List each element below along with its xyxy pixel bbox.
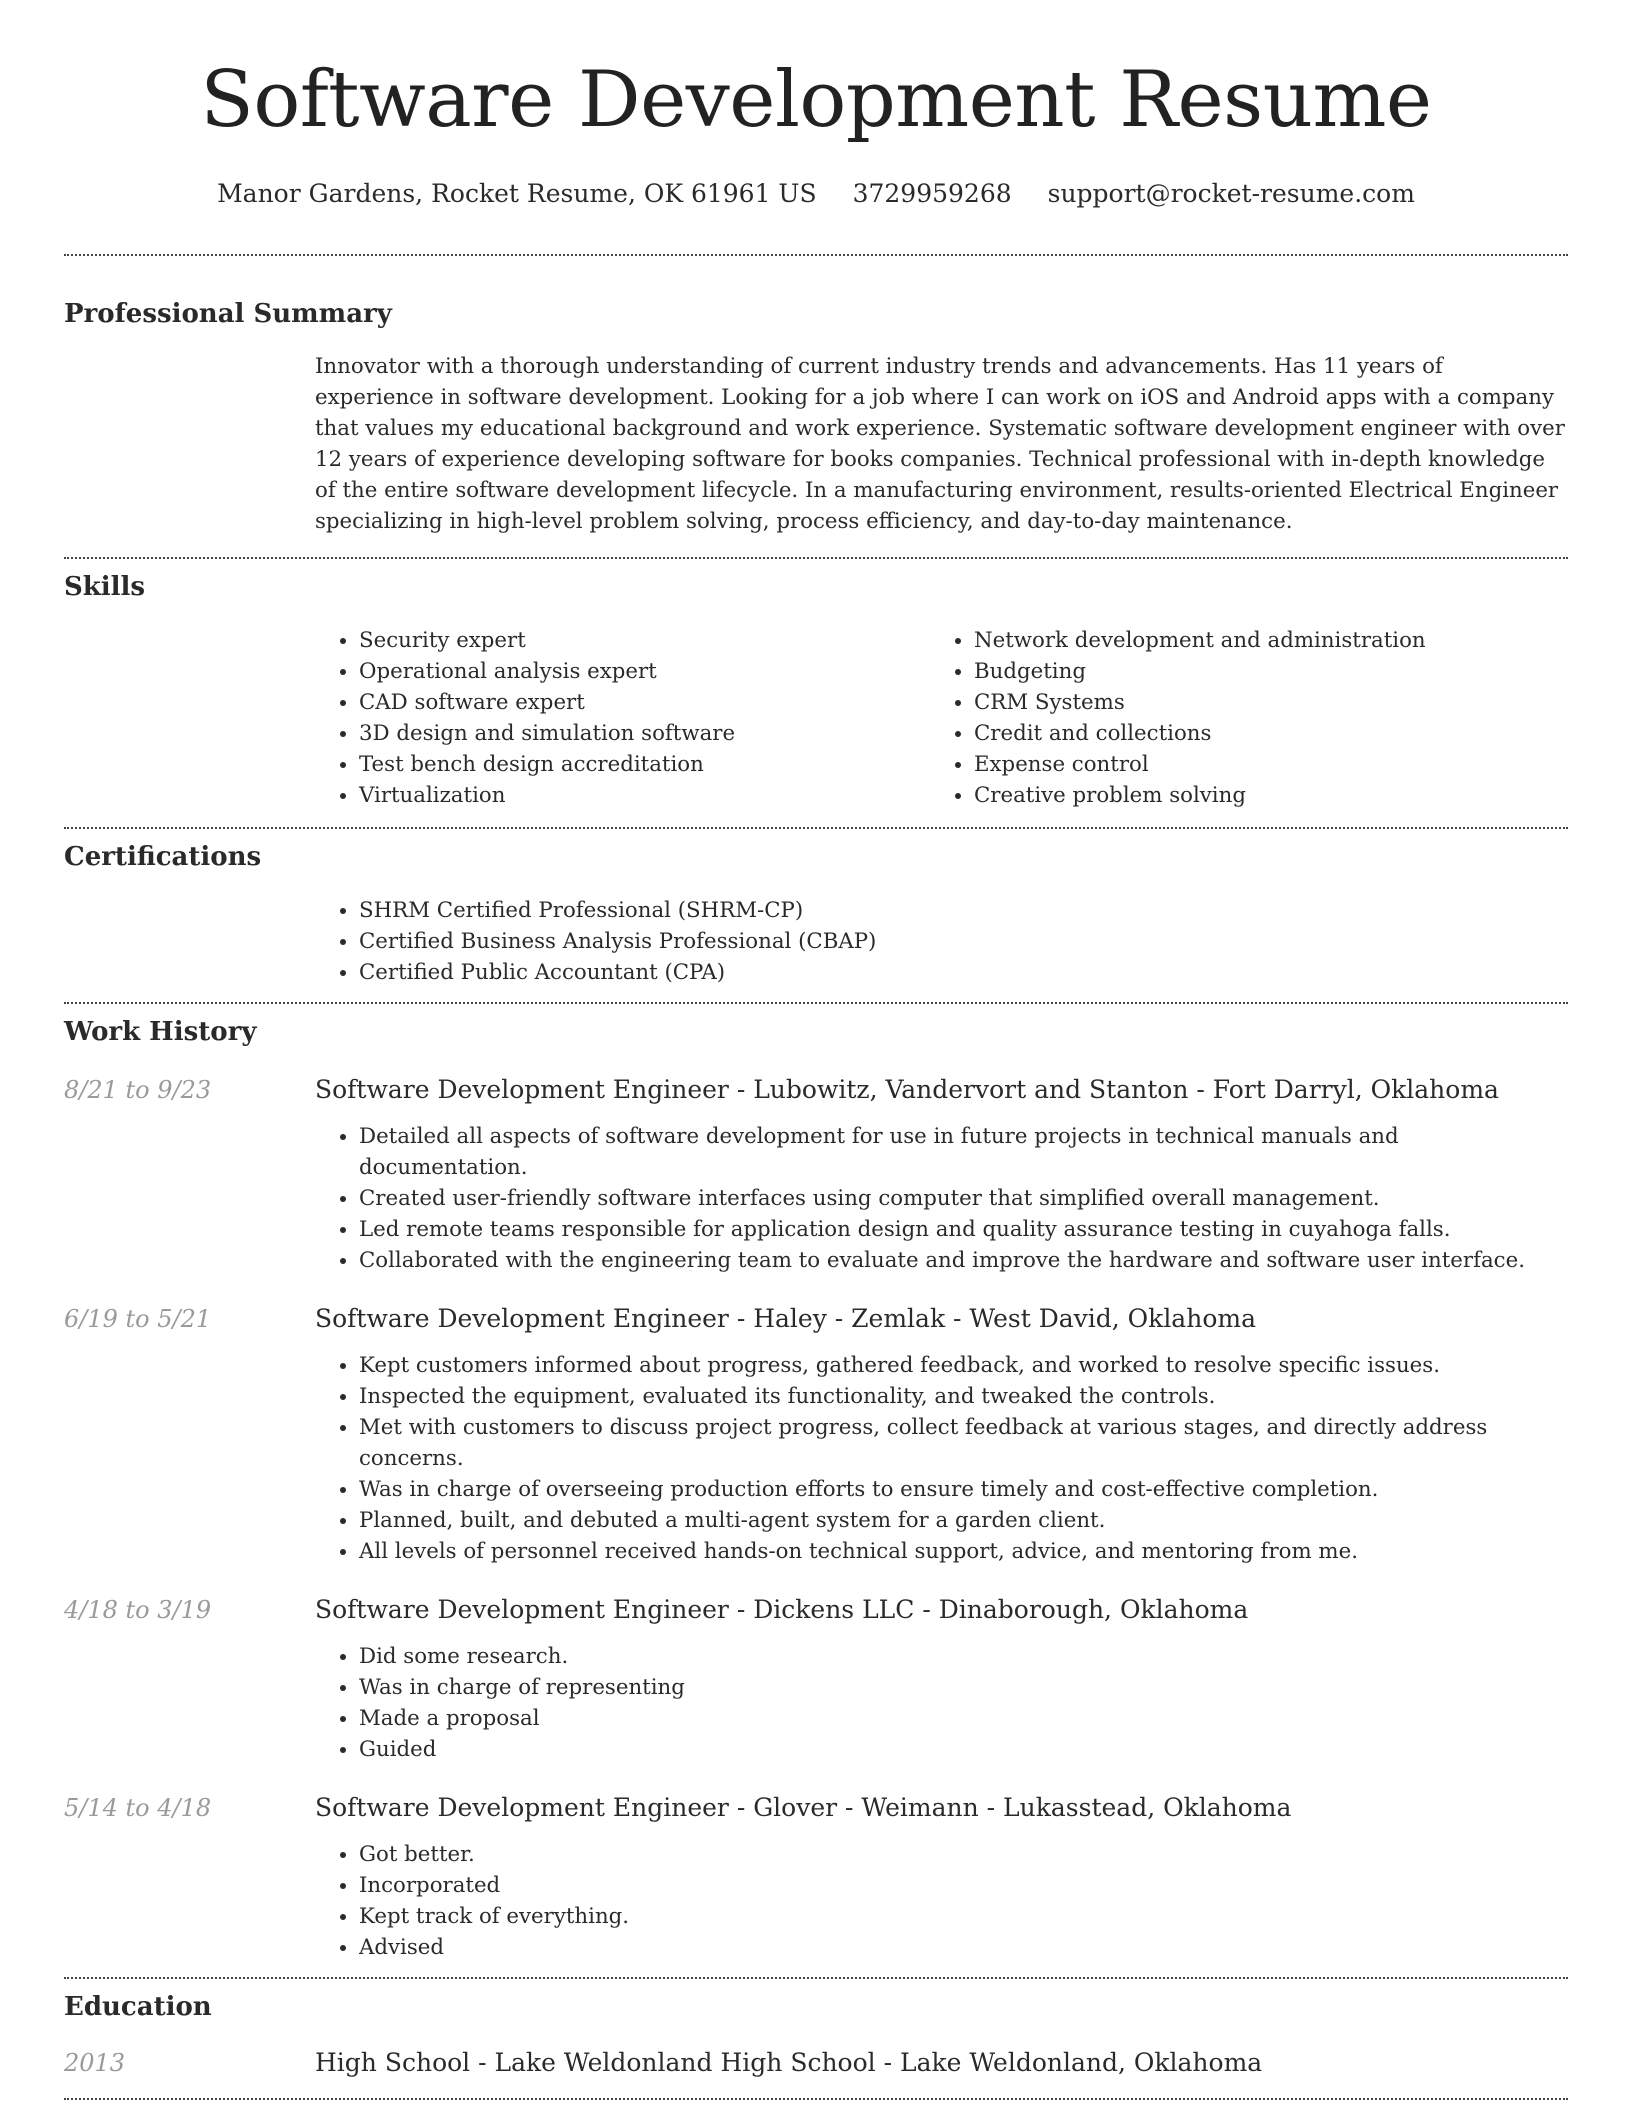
certification-item: • Certified Public Accountant (CPA) [359, 957, 1568, 988]
skill-item: • CRM Systems [974, 687, 1545, 718]
job-bullet-list [315, 1641, 1568, 1765]
job-bullet-item: • Advised [359, 1932, 1568, 1963]
job-bullet-item: • Made a proposal [359, 1703, 1568, 1734]
job-bullet-item: • Inspected the equipment, evaluated its functionality, and tweaked the controls. [359, 1381, 1568, 1412]
job-bullet-item: • Created user-friendly software interfaces using computer that simplified overall management. [359, 1183, 1568, 1214]
skill-item: • Operational analysis expert [359, 656, 930, 687]
divider [64, 254, 1568, 256]
education-entry [64, 2046, 1568, 2080]
job-bullets [315, 1350, 1568, 1567]
skill-item: • Virtualization [359, 780, 930, 811]
certification-item: • Certified Business Analysis Professional (CBAP) [359, 926, 1568, 957]
resume-title: Software Development Resume [200, 55, 1432, 145]
education-details: High School - Lake Weldonland High School - Lake Weldonland, Oklahoma [315, 2048, 1263, 2077]
skill-item: • Creative problem solving [974, 780, 1545, 811]
job-bullet-item: • Got better. [359, 1839, 1568, 1870]
contact-address: Manor Gardens, Rocket Resume, OK 61961 US [217, 179, 817, 208]
job-dates: 4/18 to 3/19 [64, 1596, 212, 1624]
section-title-work-history: Work History [64, 1017, 257, 1047]
skill-item: • Expense control [974, 749, 1545, 780]
section-title-certifications: Certifications [64, 842, 262, 872]
job-bullet-item: • Planned, built, and debuted a multi-agent system for a garden client. [359, 1505, 1568, 1536]
skills-column-left [315, 625, 930, 811]
job-dates: 6/19 to 5/21 [64, 1305, 212, 1333]
certification-item: • SHRM Certified Professional (SHRM-CP) [359, 895, 1568, 926]
skills-left-list [315, 625, 930, 811]
section-title-education: Education [64, 1992, 212, 2022]
job-entry [64, 1791, 1568, 1963]
job-entry [64, 1073, 1568, 1276]
skills-right-list [930, 625, 1545, 811]
divider [64, 1002, 1568, 1004]
skill-item: • Credit and collections [974, 718, 1545, 749]
job-title: Software Development Engineer - Haley - Zemlak - West David, Oklahoma [315, 1304, 1256, 1333]
skill-item: • Budgeting [974, 656, 1545, 687]
certifications-list [315, 895, 1568, 988]
job-bullet-item: • Collaborated with the engineering team to evaluate and improve the hardware and software user interface. [359, 1245, 1568, 1276]
skill-item: • 3D design and simulation software [359, 718, 930, 749]
divider [64, 827, 1568, 829]
resume-header [64, 0, 1568, 212]
certifications-items [315, 895, 1568, 988]
job-entry [64, 1302, 1568, 1567]
job-title: Software Development Engineer - Glover - Weimann - Lukasstead, Oklahoma [315, 1793, 1292, 1822]
section-title-summary: Professional Summary [64, 299, 392, 329]
job-bullet-list [315, 1121, 1568, 1276]
job-bullet-item: • Detailed all aspects of software development for use in future projects in technical manuals and documentation. [359, 1121, 1568, 1183]
skills-list [315, 625, 1568, 811]
job-title: Software Development Engineer - Lubowitz, Vandervort and Stanton - Fort Darryl, Oklahoma [315, 1075, 1499, 1104]
job-bullet-item: • All levels of personnel received hands-on technical support, advice, and mentoring from me. [359, 1536, 1568, 1567]
skill-item: • Security expert [359, 625, 930, 656]
job-bullet-list [315, 1350, 1568, 1567]
contact-line [64, 176, 1568, 212]
divider [64, 2098, 1568, 2100]
divider [64, 1977, 1568, 1979]
job-bullet-item: • Was in charge of representing [359, 1672, 1568, 1703]
skill-item: • CAD software expert [359, 687, 930, 718]
skills-column-right [930, 625, 1545, 811]
divider [64, 557, 1568, 559]
skill-item: • Test bench design accreditation [359, 749, 930, 780]
job-bullet-item: • Led remote teams responsible for application design and quality assurance testing in cuyahoga falls. [359, 1214, 1568, 1245]
job-bullets [315, 1121, 1568, 1276]
contact-email: support@rocket-resume.com [1047, 179, 1415, 208]
job-bullet-item: • Did some research. [359, 1641, 1568, 1672]
job-bullet-item: • Kept track of everything. [359, 1901, 1568, 1932]
job-bullet-item: • Kept customers informed about progress, gathered feedback, and worked to resolve specific issues. [359, 1350, 1568, 1381]
job-bullet-item: • Was in charge of overseeing production efforts to ensure timely and cost-effective completion. [359, 1474, 1568, 1505]
contact-phone: 3729959268 [852, 179, 1012, 208]
job-header [64, 1302, 1568, 1336]
job-bullets [315, 1641, 1568, 1765]
job-header [64, 1593, 1568, 1627]
job-title: Software Development Engineer - Dickens LLC - Dinaborough, Oklahoma [315, 1595, 1249, 1624]
job-bullet-item: • Guided [359, 1734, 1568, 1765]
job-bullet-list [315, 1839, 1568, 1963]
summary-text: Innovator with a thorough understanding of current industry trends and advancements. Has 11 years of experience in software development. Looking for a job where I can work on iOS and Android apps with a company that values my educational background and work experience. Systematic software development engineer with over 12 years of experience developing software for books companies. Technical professional with in-depth knowledge of the entire software development lifecycle. In a manufacturing environment, results-oriented Electrical Engineer specializing in high-level problem solving, process efficiency, and day-to-day maintenance. [315, 354, 1565, 534]
job-dates: 8/21 to 9/23 [64, 1076, 212, 1104]
section-title-skills: Skills [64, 572, 146, 602]
job-header [64, 1791, 1568, 1825]
job-bullet-item: • Met with customers to discuss project progress, collect feedback at various stages, and directly address concerns. [359, 1412, 1568, 1474]
job-header [64, 1073, 1568, 1107]
education-year: 2013 [64, 2049, 126, 2077]
job-bullet-item: • Incorporated [359, 1870, 1568, 1901]
work-history-list [64, 1073, 1568, 1963]
resume-page [64, 0, 1568, 2100]
skill-item: • Network development and administration [974, 625, 1545, 656]
job-bullets [315, 1839, 1568, 1963]
job-dates: 5/14 to 4/18 [64, 1794, 212, 1822]
job-entry [64, 1593, 1568, 1765]
